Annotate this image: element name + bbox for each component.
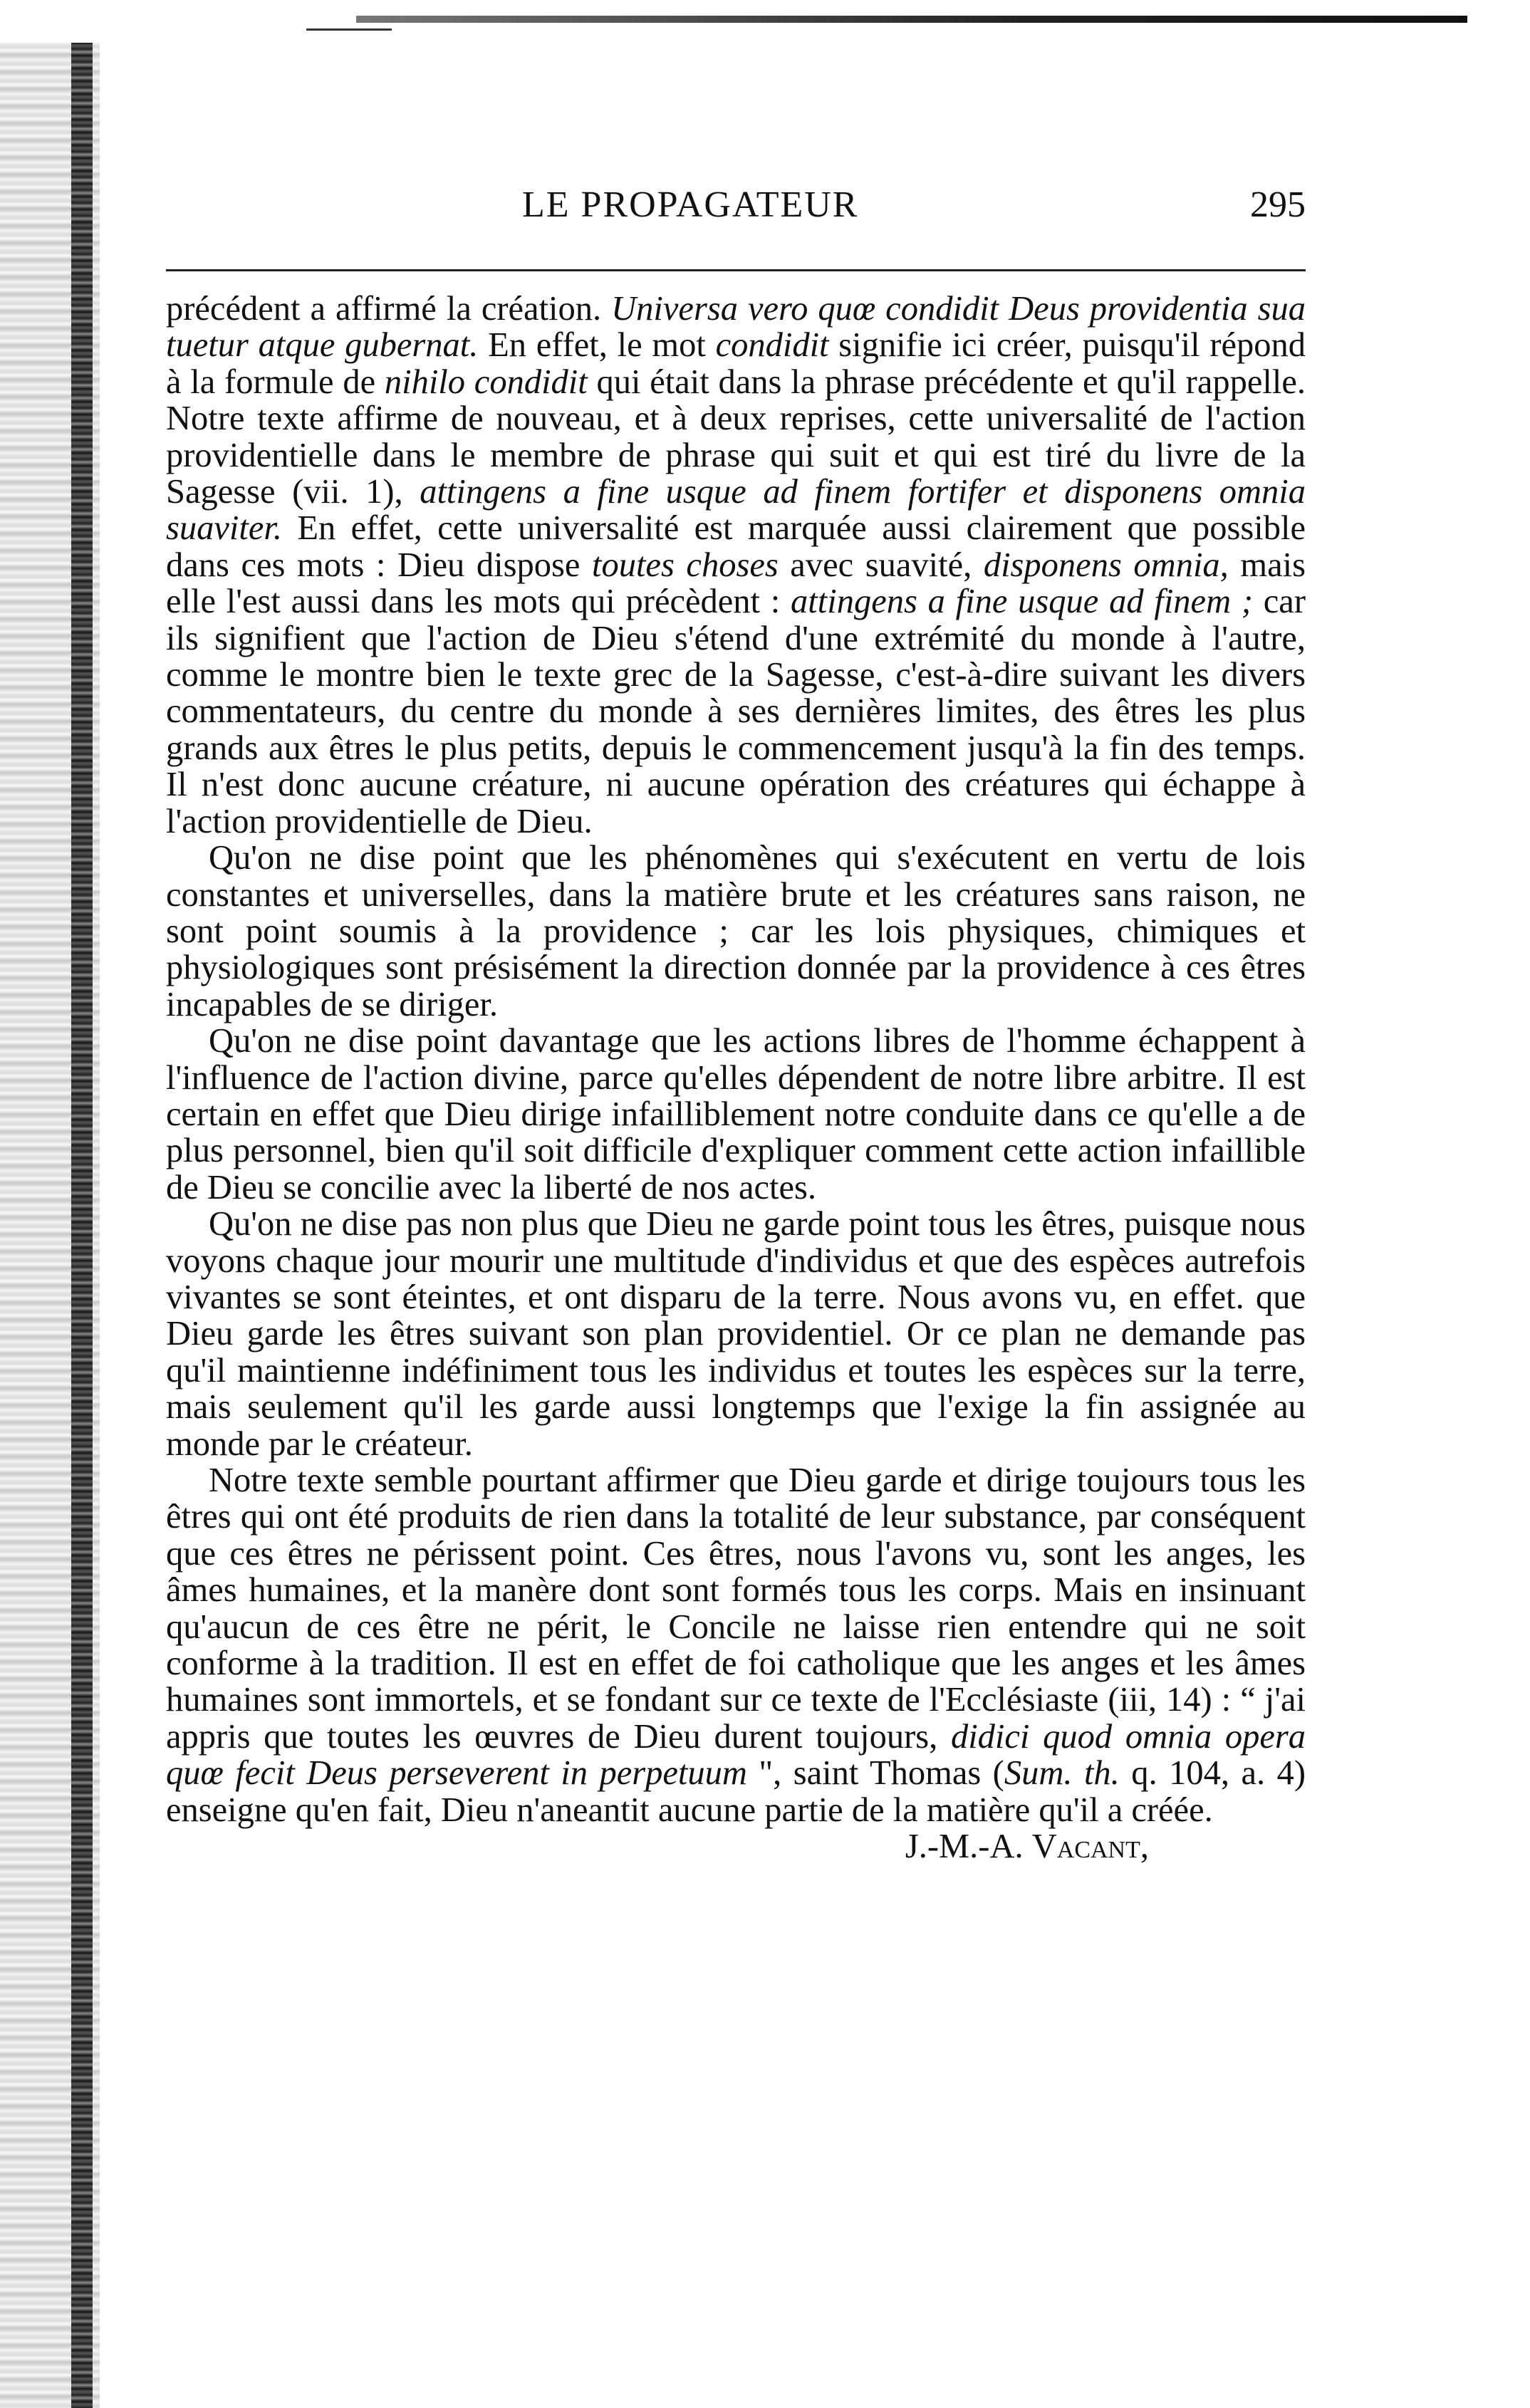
text-run: q. 104, a. 4) enseigne qu'en fait, Dieu n'aneantit aucune partie de la matière qu'il a créée. [166, 1754, 1306, 1829]
paragraph-5 [166, 1462, 1306, 1828]
signature-line [166, 1828, 1306, 1865]
text-run: Notre texte semble pourtant affirmer que Dieu garde et dirige toujours tous les êtres qui ont été produits de rien dans la totalité de leur substance, par conséquent que ces êtres ne périssent point. Ces êtres, nous l'avons vu, sont les anges, les âmes humaines, et la manère dont sont formés tous les corps. Mais en insinuant qu'aucun de ces être ne périt, le Concile ne laisse rien entendre qui ne soit conforme à la tradition. Il est en effet de foi catholique que les anges et les âmes humaines sont immortels, et se fondant sur ce texte de l'Ecclésiaste (iii, 14) : “ j'ai appris que toutes les œuvres de Dieu durent toujours, [166, 1461, 1306, 1756]
paragraph-2: Qu'on ne dise point que les phénomènes qui s'exécutent en vertu de lois constantes et universelles, dans la matière brute et les créatures sans raison, ne sont point soumis à la providence ; car les lois physiques, chimiques et physiologiques sont présisément la direction donnée par la providence à ces êtres incapables de se diriger. [166, 839, 1306, 1023]
text-run: signifie ici créer, puisqu'il répond à la formule de [166, 326, 1306, 401]
author-signature [905, 1828, 1306, 1865]
latin-quote: didici quod omnia opera quœ fecit Deus perseverent in perpetuum [166, 1717, 1306, 1793]
text-run: avec suavité, [778, 546, 984, 584]
paragraph-1 [166, 291, 1306, 840]
running-title: LE PROPAGATEUR [522, 184, 859, 225]
latin-quote: Universa vero quœ condidit Deus providentia sua tuetur atque gubernat. [166, 290, 1306, 365]
article-body [166, 291, 1306, 1865]
author-surname: Vacant, [1031, 1828, 1149, 1866]
text-run: qui était dans la phrase précédente et qu'il rappelle. Notre texte affirme de nouveau, et à deux reprises, cette universalité de l'action providentielle dans le membre de phrase qui suit et qui est tiré du livre de la Sagesse (vii. 1), [166, 363, 1306, 511]
latin-quote: attingens a fine usque ad finem fortifer et disponens omnia suaviter. [166, 473, 1306, 548]
top-edge-thin-line [306, 28, 392, 31]
top-edge-shadow [356, 16, 1467, 23]
book-gutter-edge [71, 43, 93, 2408]
text-run: car ils signifient que l'action de Dieu s'étend d'une extrémité du monde à l'autre, comme le montre bien le texte grec de la Sagesse, c'est-à-dire suivant les divers commentateurs, du centre du monde à ses dernières limites, des êtres les plus grands aux êtres le plus petits, depuis le commencement jusqu'à la fin des temps. Il n'est donc aucune créature, ni aucune opération des créatures qui échappe à l'action providentielle de Dieu. [166, 583, 1306, 840]
latin-term: condidit [715, 326, 829, 365]
text-run: précédent a affirmé la création. [166, 290, 612, 328]
latin-term: disponens omnia, [983, 546, 1229, 584]
text-run: mais elle l'est aussi dans les mots qui précèdent : [166, 546, 1306, 621]
latin-quote: attingens a fine usque ad finem ; [791, 583, 1254, 621]
citation-abbrev: Sum. th. [1004, 1754, 1120, 1793]
text-run: En effet, le mot [478, 326, 716, 365]
author-initials: J.-M.-A. [905, 1828, 1024, 1866]
latin-term: nihilo condidit [384, 363, 588, 401]
text-run: ", saint Thomas ( [746, 1754, 1004, 1793]
header-rule [166, 269, 1306, 271]
paragraph-3: Qu'on ne dise point davantage que les actions libres de l'homme échappent à l'influence de l'action divine, parce qu'elles dépendent de notre libre arbitre. Il est certain en effet que Dieu dirige infailliblement notre conduite dans ce qu'elle a de plus personnel, bien qu'il soit difficile d'expliquer comment cette action infaillible de Dieu se concilie avec la liberté de nos actes. [166, 1022, 1306, 1206]
page-number: 295 [1250, 184, 1306, 225]
paragraph-4: Qu'on ne dise pas non plus que Dieu ne garde point tous les êtres, puisque nous voyons chaque jour mourir une multitude d'individus et que des espèces autrefois vivantes se sont éteintes, et ont disparu de la terre. Nous avons vu, en effet. que Dieu garde les êtres suivant son plan providentiel. Or ce plan ne demande pas qu'il maintienne indéfiniment tous les individus et toutes les espèces sur la terre, mais seulement qu'il les garde aussi longtemps que l'exige la fin assignée au monde par le créateur. [166, 1205, 1306, 1463]
text-run: En effet, cette universalité est marquée aussi clairement que possible dans ces mots : Dieu dispose [166, 509, 1306, 584]
running-head [166, 184, 1306, 241]
italic-phrase: toutes choses [591, 546, 779, 584]
